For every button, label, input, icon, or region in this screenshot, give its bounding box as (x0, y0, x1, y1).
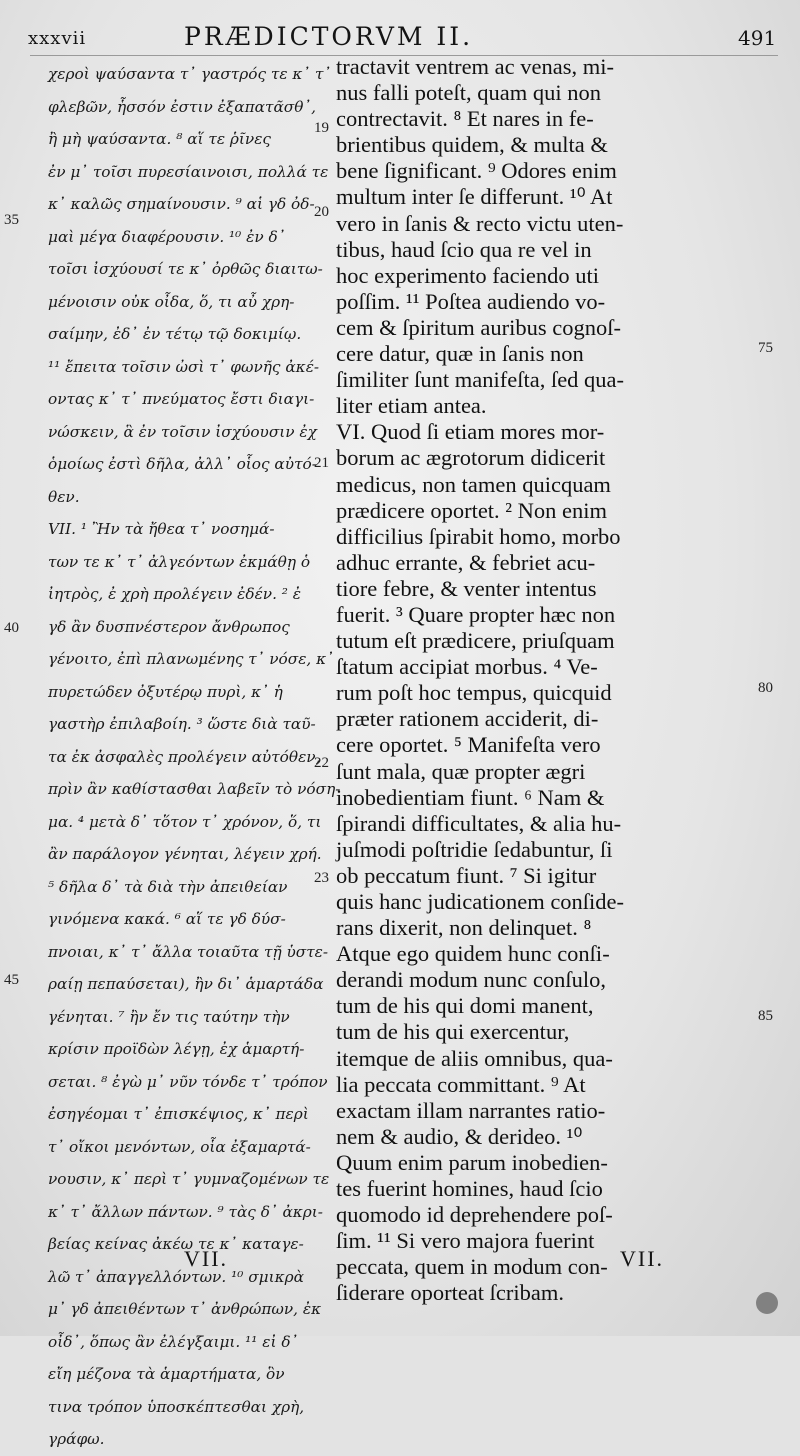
latin-text-line: tiore febre, & venter intentus (336, 575, 597, 601)
latin-text-line: nus falli poteſt, quam qui non (336, 80, 601, 106)
latin-text-line: tutum eſt prædicere, priuſquam (336, 628, 615, 654)
greek-text-line: πνοιαι, κ᾿ τ᾿ ἄλλα τοιαῦτα τῇ ὑστε- (48, 942, 329, 961)
latin-text-line: itemque de aliis omnibus, qua- (336, 1045, 613, 1071)
margin-line-number-35: 35 (4, 212, 19, 228)
greek-text-line: ἢ μὴ ψαύσαντα. ⁸ αἵ τε ῥῖνες (48, 130, 271, 148)
latin-text-line: inobedientiam fiunt. ⁶ Nam & (336, 784, 605, 810)
signature-mark: xxxvii (28, 28, 87, 49)
latin-text-line: brientibus quidem, & multa & (336, 132, 608, 158)
latin-text-line: difficilius ſpirabit homo, morbo (336, 523, 621, 549)
greek-text-line: μένοισιν οὐκ οἶδα, ὅ, τι αὖ χρη- (48, 292, 295, 311)
greek-text-line: ἐν μ᾿ τοῖσι πυρεσίαινοισι, πολλά τε (48, 162, 329, 181)
margin-line-number-19: 19 (314, 120, 329, 136)
latin-text-line: derandi modum nunc conſulo, (336, 967, 606, 993)
greek-text-line: ραίῃ πεπαύσεται), ἢν δι᾿ ἁμαρτάδα (48, 975, 324, 993)
margin-line-number-75: 75 (758, 340, 773, 356)
latin-text-line: ob peccatum fiunt. ⁷ Si igitur (336, 862, 597, 888)
margin-line-number-23: 23 (314, 870, 329, 886)
latin-text-line: præter rationem acciderit, di- (336, 706, 599, 732)
greek-text-line: ¹¹ ἔπειτα τοῖσιν ὠσὶ τ᾿ φωνῆς ἀκέ- (48, 357, 320, 376)
greek-catchword: VII. (184, 1246, 229, 1271)
margin-line-number-40: 40 (4, 620, 19, 636)
page-number: 491 (738, 26, 777, 50)
greek-text-line: πυρετώδεν ὀξυτέρῳ πυρὶ, κ᾿ ἡ (48, 682, 283, 701)
greek-text-line: μα. ⁴ μετὰ δ᾿ τὅτον τ᾿ χρόνον, ὅ, τι (48, 812, 322, 831)
greek-text-line: θεν. (48, 487, 80, 506)
latin-text-line: quomodo id deprehendere poſ- (336, 1202, 613, 1228)
greek-text-line: γδ ἂν δυσπνέστερον ἄνθρωπος (48, 617, 290, 636)
latin-text-line: cem & ſpiritum auribus cognoſ- (336, 314, 621, 340)
greek-text-line: νώσκειν, ἃ ἐν τοῖσιν ἰσχύουσιν ἐχ (48, 422, 317, 441)
latin-text-line: tum de his qui domi manent, (336, 993, 594, 1019)
latin-text-line: liter etiam antea. (336, 393, 487, 419)
greek-text-line: ἐσηγέομαι τ᾿ ἐπισκέψιος, κ᾿ περὶ (48, 1105, 309, 1123)
greek-text-line: τοῖσι ἰσχύουσί τε κ᾿ ὀρθῶς διαιτω- (48, 260, 323, 278)
greek-text-line: τ᾿ οἴκοι μενόντων, οἷα ἐξαμαρτά- (48, 1137, 311, 1156)
greek-text-line: VII. ¹ Ἢν τὰ ἤθεα τ᾿ νοσημά- (48, 520, 275, 538)
greek-text-line: νουσιν, κ᾿ περὶ τ᾿ γυμναζομένων τε (48, 1170, 330, 1188)
latin-text-line: nem & audio, & derideo. ¹⁰ (336, 1123, 583, 1149)
latin-text-line: peccata, quem in modum con- (336, 1254, 608, 1280)
greek-text-line: ὁμοίως ἐστὶ δῆλα, ἀλλ᾿ οἷος αὐτό- (48, 455, 317, 473)
latin-text-line: ſiderare oporteat ſcribam. (336, 1280, 565, 1306)
greek-text-line: ἰητρὸς, ἐ χρὴ προλέγειν ἐδέν. ² ἐ (48, 585, 302, 603)
latin-text-line: prædicere oportet. ² Non enim (336, 497, 608, 523)
latin-text-line: quis hanc judicationem conſide- (336, 889, 625, 914)
latin-text-line: hoc experimento faciendo uti (336, 262, 600, 288)
greek-text-line: μαὶ μέγα διαφέρουσιν. ¹⁰ ἐν δ᾿ (48, 227, 286, 246)
greek-text-line: οἶδ᾿, ὅπως ἂν ἐλέγξαιμι. ¹¹ εἰ δ᾿ (48, 1332, 299, 1351)
latin-text-line: tractavit ventrem ac venas, mi- (336, 54, 614, 79)
greek-text-line: γαστὴρ ἐπιλαβοίη. ³ ὥστε διὰ ταῦ- (48, 715, 316, 733)
greek-text-line: μ᾿ γδ ἀπειθέντων τ᾿ ἀνθρώπων, ἐκ (48, 1300, 322, 1318)
greek-text-line: γράφω. (48, 1430, 105, 1448)
latin-text-line: rans dixerit, non delinquet. ⁸ (336, 915, 592, 941)
latin-text-line: exactam illam narrantes ratio- (336, 1097, 606, 1123)
greek-text-line: ⁵ δῆλα δ᾿ τὰ διὰ τὴν ἀπειθείαν (48, 877, 288, 896)
latin-text-line: bene ſignificant. ⁹ Odores enim (336, 158, 617, 184)
ink-smudge (756, 1292, 778, 1314)
latin-text-line: cere oportet. ⁵ Manifeſta vero (336, 732, 601, 758)
latin-text-line: ſimiliter ſunt manifeſta, ſed qua- (336, 367, 625, 393)
margin-line-number-20: 20 (314, 204, 329, 220)
latin-text-line: cere datur, quæ in ſanis non (336, 341, 584, 367)
greek-text-line: εἴη μέζονα τὰ ἁμαρτήματα, ὃν (48, 1365, 285, 1383)
latin-text-column (336, 54, 666, 1307)
greek-text-line: ἂν παράλογον γένηται, λέγειν χρή. (48, 845, 322, 863)
latin-text-line: juſmodi poſtridie ſedabuntur, ſi (336, 836, 613, 862)
latin-text-line: vero in ſanis & recto victu uten- (336, 210, 624, 236)
margin-line-number-80: 80 (758, 680, 773, 696)
greek-text-line: τα ἐκ ἀσφαλὲς προλέγειν αὐτόθεν, (48, 747, 321, 766)
latin-text-line: ſtatum accipiat morbus. ⁴ Ve- (336, 654, 598, 680)
latin-text-line: VI. Quod ſi etiam mores mor- (336, 419, 605, 445)
latin-text-line: adhuc errante, & febriet acu- (336, 549, 596, 575)
greek-text-line: χεροὶ ψαύσαντα τ᾿ γαστρός τε κ᾿ τ᾿ (48, 65, 332, 83)
greek-text-line: τινα τρόπον ὑποσκέπτεσθαι χρὴ, (48, 1397, 305, 1416)
latin-text-line: tum de his qui exercentur, (336, 1019, 570, 1045)
greek-text-line: οντας κ᾿ τ᾿ πνεύματος ἔστι διαγι- (48, 390, 315, 408)
latin-text-line: ſpirandi difficultates, & alia hu- (336, 810, 622, 836)
greek-text-line: σεται. ⁸ ἐγὼ μ᾿ νῦν τόνδε τ᾿ τρόπον (48, 1072, 328, 1091)
latin-text-line: ſim. ¹¹ Si vero majora fuerint (336, 1228, 595, 1254)
latin-text-line: ſunt mala, quæ propter ægri (336, 758, 586, 784)
latin-text-line: Quum enim parum inobedien- (336, 1149, 608, 1175)
greek-text-line: πρὶν ἂν καθίστασθαι λαβεῖν τὸ νόση- (48, 780, 341, 798)
margin-line-number-45: 45 (4, 972, 19, 988)
margin-line-number-85: 85 (758, 1008, 773, 1024)
greek-text-line: γινόμενα κακά. ⁶ αἵ τε γδ δύσ- (48, 910, 286, 928)
greek-text-line: λῶ τ᾿ ἀπαγγελλόντων. ¹⁰ σμικρὰ (48, 1267, 304, 1286)
greek-text-line: κ᾿ καλῶς σημαίνουσιν. ⁹ αἱ γδ ὀδ- (48, 195, 315, 213)
greek-text-line: φλεβῶν, ἧσσόν ἐστιν ἐξαπατᾶσθ᾿, (48, 97, 316, 116)
latin-catchword: VII. (620, 1246, 665, 1271)
latin-text-line: fuerit. ³ Quare propter hæc non (336, 601, 616, 627)
latin-text-line: contrectavit. ⁸ Et nares in fe- (336, 106, 594, 132)
greek-text-line: κ᾿ τ᾿ ἄλλων πάντων. ⁹ τὰς δ᾿ ἀκρι- (48, 1202, 323, 1221)
latin-text-line: poſſim. ¹¹ Poſtea audiendo vo- (336, 288, 606, 314)
latin-text-line: lia peccata committant. ⁹ At (336, 1071, 586, 1097)
latin-text-line: multum inter ſe differunt. ¹⁰ At (336, 184, 613, 210)
latin-text-line: tibus, haud ſcio qua re vel in (336, 236, 592, 262)
running-title: PRÆDICTORVM II. (184, 22, 474, 51)
margin-line-number-22: 22 (314, 755, 329, 771)
latin-text-line: medicus, non tamen quicquam (336, 471, 611, 497)
greek-text-line: των τε κ᾿ τ᾿ ἀλγεόντων ἐκμάθῃ ὁ (48, 552, 311, 571)
margin-line-number-21: 21 (314, 455, 329, 471)
greek-text-line: κρίσιν προϊδὼν λέγῃ, ἐχ ἁμαρτή- (48, 1040, 305, 1058)
latin-text-line: borum ac ægrotorum didicerit (336, 445, 606, 471)
greek-text-line: σαίμην, ἐδ᾿ ἐν τέτῳ τῷ δοκιμίῳ. (48, 325, 302, 343)
greek-text-line: γένηται. ⁷ ἢν ἔν τις ταύτην τὴν (48, 1007, 290, 1026)
latin-text-line: Atque ego quidem hunc conſi- (336, 941, 610, 967)
latin-text-line: rum poſt hoc tempus, quicquid (336, 680, 612, 706)
latin-text-line: tes fuerint homines, haud ſcio (336, 1176, 603, 1202)
greek-text-line: βείας κείνας ἀκέω τε κ᾿ καταγε- (48, 1235, 304, 1253)
greek-text-line: γένοιτο, ἐπὶ πλανωμένης τ᾿ νόσε, κ᾿ (48, 650, 334, 668)
